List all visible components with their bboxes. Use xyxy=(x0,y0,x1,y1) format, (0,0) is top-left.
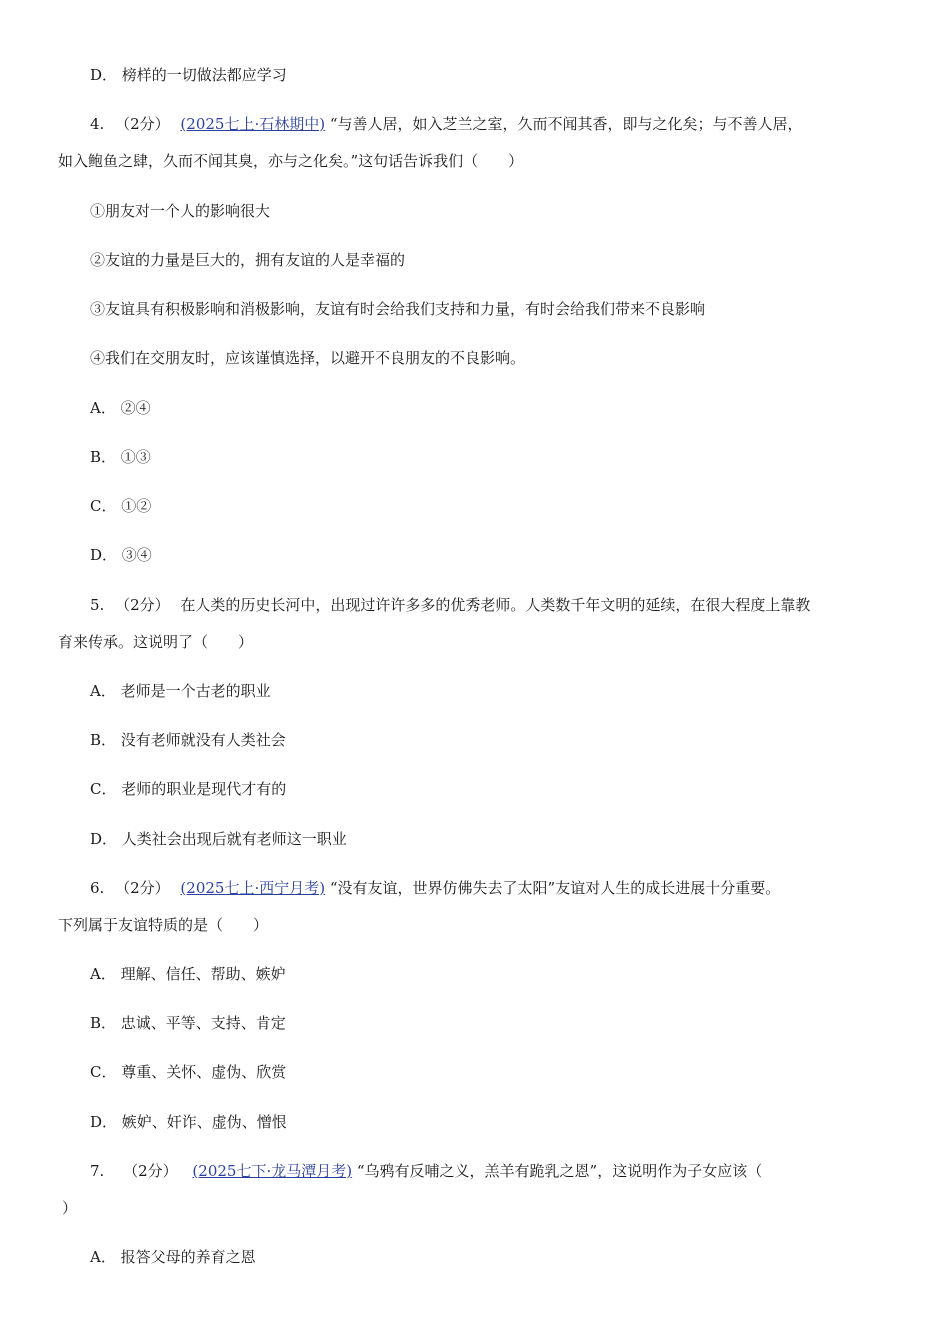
q4-source-link[interactable]: (2025七上·石林期中) xyxy=(180,115,326,133)
q4-option-d[interactable]: D． ③④ xyxy=(90,546,152,564)
q4-number: 4. xyxy=(90,115,105,133)
q4-statement-1: ①朋友对一个人的影响很大 xyxy=(90,202,271,220)
q5-option-a[interactable]: A． 老师是一个古老的职业 xyxy=(90,682,271,700)
q7-score: （2分） xyxy=(123,1162,178,1180)
q3-option-d[interactable]: D． 榜样的一切做法都应学习 xyxy=(90,66,287,84)
q6-option-c[interactable]: C． 尊重、关怀、虚伪、欣赏 xyxy=(90,1063,287,1081)
q4-score: （2分） xyxy=(115,115,170,133)
q7-source-link[interactable]: (2025七下·龙马潭月考) xyxy=(192,1162,353,1180)
q7-stem-line2: ） xyxy=(62,1199,78,1217)
q6-option-a[interactable]: A． 理解、信任、帮助、嫉妒 xyxy=(90,965,286,983)
q4-stem-line1 xyxy=(90,114,803,134)
q7-number: 7. xyxy=(90,1162,105,1180)
q7-option-a[interactable]: A． 报答父母的养育之恩 xyxy=(90,1248,256,1266)
q5-option-b[interactable]: B． 没有老师就没有人类社会 xyxy=(90,731,286,749)
q4-statement-3: ③友谊具有积极影响和消极影响，友谊有时会给我们支持和力量，有时会给我们带来不良影响 xyxy=(90,300,706,318)
q4-statement-2: ②友谊的力量是巨大的，拥有友谊的人是幸福的 xyxy=(90,251,406,269)
q6-score: （2分） xyxy=(115,879,170,897)
q4-option-b[interactable]: B． ①③ xyxy=(90,448,151,466)
q7-stem-line1 xyxy=(90,1161,762,1181)
q6-option-d[interactable]: D． 嫉妒、奸诈、虚伪、憎恨 xyxy=(90,1113,287,1131)
q4-stem-text: “与善人居，如入芝兰之室，久而不闻其香，即与之化矣；与不善人居， xyxy=(329,115,803,133)
q5-number: 5. xyxy=(90,596,105,614)
q5-stem-text: 在人类的历史长河中，出现过许许多多的优秀老师。人类数千年文明的延续，在很大程度上靠教 xyxy=(180,596,811,614)
q5-score: （2分） xyxy=(115,596,170,614)
q4-option-a[interactable]: A． ②④ xyxy=(90,399,151,417)
q4-option-c[interactable]: C． ①② xyxy=(90,497,152,515)
q5-option-d[interactable]: D． 人类社会出现后就有老师这一职业 xyxy=(90,830,347,848)
q6-option-b[interactable]: B． 忠诚、平等、支持、肯定 xyxy=(90,1014,286,1032)
q6-stem-text: “没有友谊，世界仿佛失去了太阳”友谊对人生的成长进展十分重要。 xyxy=(329,879,781,897)
q5-option-c[interactable]: C． 老师的职业是现代才有的 xyxy=(90,780,287,798)
q6-number: 6. xyxy=(90,879,105,897)
q5-stem-line1 xyxy=(90,595,810,615)
q6-stem-line1 xyxy=(90,878,780,898)
q4-stem-line2: 如入鲍鱼之肆，久而不闻其臭，亦与之化矣。”这句话告诉我们（ ） xyxy=(58,152,524,170)
q5-stem-line2: 育来传承。这说明了（ ） xyxy=(58,633,254,651)
q7-stem-text: “乌鸦有反哺之义，羔羊有跪乳之恩”，这说明作为子女应该（ xyxy=(356,1162,763,1180)
q4-statement-4: ④我们在交朋友时，应该谨慎选择，以避开不良朋友的不良影响。 xyxy=(90,349,526,367)
q6-stem-line2: 下列属于友谊特质的是（ ） xyxy=(58,916,269,934)
q6-source-link[interactable]: (2025七上·西宁月考) xyxy=(180,879,326,897)
